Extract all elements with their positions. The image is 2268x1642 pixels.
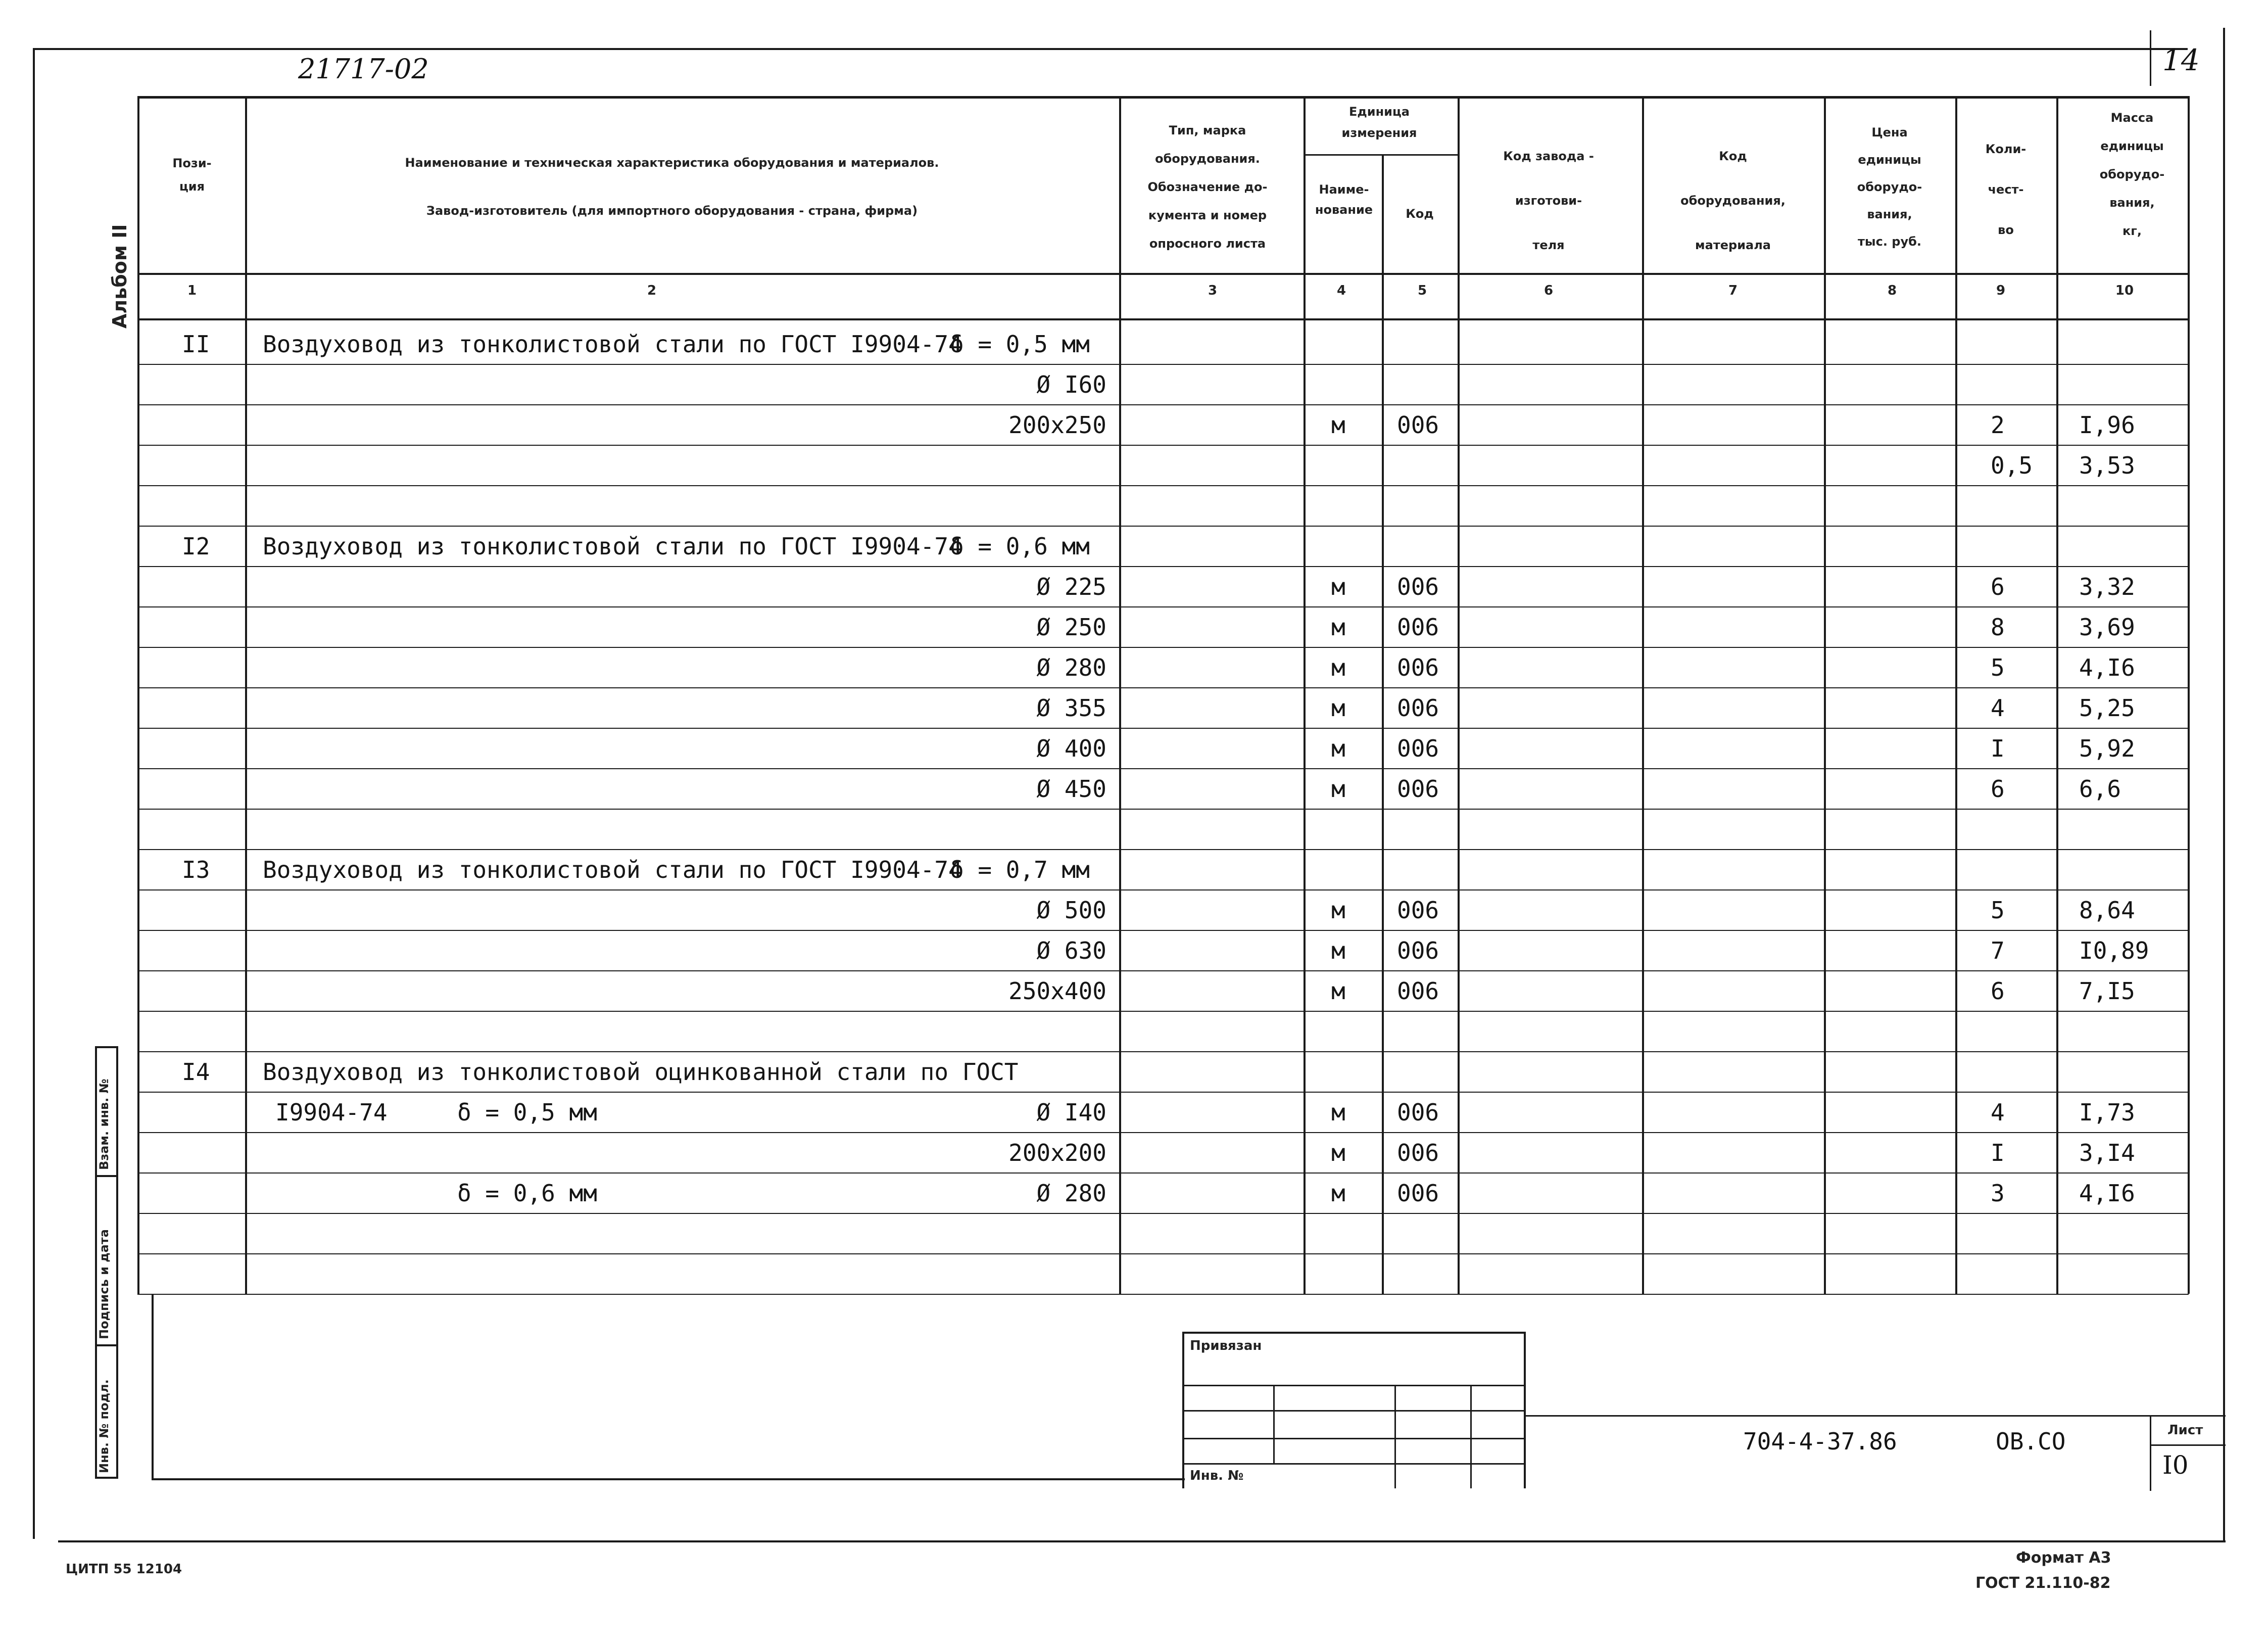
cell-mass: 6,6 [2079,775,2121,803]
header-unit-code: Код [1406,207,1434,221]
cell-spec: δ = 0,7 мм [950,856,1090,883]
cell-quantity: 6 [1991,977,2005,1005]
cell-unit: м [1331,614,1345,641]
header-price: Цена единицы оборудо- вания, тыс. руб. [1857,125,1922,249]
header-equipment-code: Код оборудования, материала [1680,149,1786,252]
row-border-20 [137,1132,2189,1133]
colnum-1: 1 [187,283,197,298]
cell-spec: δ = 0,5 мм [457,1099,597,1126]
colnum-2: 2 [647,283,657,298]
outer-frame-top [33,48,2188,50]
cell-unit-code: 006 [1397,735,1439,762]
row-border-4 [137,485,2189,486]
colnum-4: 4 [1336,283,1346,298]
cell-name: Воздуховод из тонколистовой оцинкованной стали по ГОСТ [263,1058,1019,1086]
colnum-3: 3 [1208,283,1218,298]
cell-unit-code: 006 [1397,1139,1439,1166]
cell-unit-code: 006 [1397,977,1439,1005]
cell-unit: м [1331,694,1345,722]
row-border-3 [137,445,2189,446]
cell-quantity: I [1991,735,2005,762]
side-strip-top [95,1046,118,1048]
colnum-5: 5 [1417,283,1427,298]
cell-position: I3 [182,856,210,883]
handwritten-id: 21717-02 [298,53,429,85]
row-border-23 [137,1253,2189,1254]
cell-unit: м [1331,1139,1345,1166]
page-number-top: 14 [2162,43,2200,77]
cell-quantity: 6 [1991,775,2005,803]
header-quantity: Коли- чест- во [1985,142,2026,237]
cell-unit: м [1331,573,1345,600]
header-unit-group: Единица измерения [1341,105,1417,140]
row-border-9 [137,687,2189,688]
row-border-19 [137,1092,2189,1093]
column-border-9 [2056,96,2058,1294]
row-border-8 [137,647,2189,648]
header-unit-name: Наиме- нование [1315,182,1373,217]
header-bottom-border [137,273,2189,275]
row-border-18 [137,1051,2189,1052]
cell-quantity: 3 [1991,1180,2005,1207]
sheet-box-left [2150,1415,2151,1491]
stamp-row-1 [1182,1385,1526,1386]
cell-quantity: 6 [1991,573,2005,600]
cell-size: Ø 355 [1036,694,1106,722]
row-border-6 [137,566,2189,567]
cell-mass: 4,I6 [2079,1180,2135,1207]
row-border-13 [137,849,2189,850]
row-border-11 [137,768,2189,769]
cell-size: Ø 225 [1036,573,1106,600]
column-border-10 [2188,96,2190,1294]
header-name: Наименование и техническая характеристика оборудования и материалов. Завод-изготовитель (для импортного оборудования - страна, фирма) [405,156,939,218]
cell-quantity: 5 [1991,654,2005,681]
stamp-col-2 [1394,1385,1396,1488]
row-border-12 [137,809,2189,810]
sheet-number: I0 [2162,1450,2189,1480]
colnum-6: 6 [1543,283,1554,298]
cell-unit-code: 006 [1397,897,1439,924]
cell-spec: δ = 0,6 мм [457,1180,597,1207]
gost-label: ГОСТ 21.110-82 [1975,1574,2111,1592]
column-border-0 [137,96,139,1294]
colnum-10: 10 [2115,283,2134,298]
cell-unit-code: 006 [1397,614,1439,641]
header-factory-code: Код завода - изготови- теля [1503,149,1594,252]
cell-size: Ø I60 [1036,371,1106,398]
row-border-7 [137,606,2189,607]
cell-unit-code: 006 [1397,775,1439,803]
cell-mass: 5,25 [2079,694,2135,722]
cell-size: Ø 250 [1036,614,1106,641]
cell-size: Ø 630 [1036,937,1106,964]
cell-size: 200x200 [1008,1139,1106,1166]
stamp-row-3 [1182,1438,1526,1439]
row-border-1 [137,364,2189,365]
row-border-14 [137,889,2189,890]
cell-unit-code: 006 [1397,411,1439,439]
cell-unit: м [1331,1099,1345,1126]
cell-size: Ø I40 [1036,1099,1106,1126]
row-border-24 [137,1294,2189,1295]
stamp-box-top [1182,1332,1526,1334]
cell-mass: I0,89 [2079,937,2149,964]
header-position: Пози- ция [172,156,212,194]
cell-size: Ø 450 [1036,775,1106,803]
title-block-top [1526,1415,2226,1417]
format-label: Формат А3 [2016,1549,2111,1567]
side-label-signature: Подпись и дата [97,1229,111,1339]
cell-size: Ø 280 [1036,1180,1106,1207]
cell-mass: 3,32 [2079,573,2135,600]
side-label-replacement: Взам. инв. № [97,1078,111,1170]
cell-unit-code: 006 [1397,1180,1439,1207]
cell-size: 200x250 [1008,411,1106,439]
colnum-bottom-border [137,318,2189,320]
column-border-5 [1458,96,1460,1294]
header-type: Тип, марка оборудования. Обозначение до- кумента и номер опросного листа [1147,123,1268,251]
cell-mass: 4,I6 [2079,654,2135,681]
row-border-17 [137,1011,2189,1012]
cell-quantity: 4 [1991,694,2005,722]
column-border-1 [245,96,247,1294]
cell-quantity: 7 [1991,937,2005,964]
cell-unit-code: 006 [1397,573,1439,600]
colnum-9: 9 [1996,283,2006,298]
unit-group-divider [1304,154,1458,156]
row-border-10 [137,728,2189,729]
sheet-box-div [2150,1444,2226,1446]
cell-unit: м [1331,654,1345,681]
cell-unit: м [1331,735,1345,762]
cell-quantity: I [1991,1139,2005,1166]
column-border-7 [1824,96,1826,1294]
cell-mass: 7,I5 [2079,977,2135,1005]
outer-frame-right [2223,28,2225,1541]
cell-size: Ø 400 [1036,735,1106,762]
stamp-row-4 [1182,1463,1526,1465]
side-strip-div1 [95,1175,118,1177]
cell-unit: м [1331,1180,1345,1207]
column-border-4 [1382,154,1384,1294]
row-border-2 [137,404,2189,405]
cell-unit-code: 006 [1397,937,1439,964]
cell-mass: 3,53 [2079,452,2135,479]
cell-mass: 8,64 [2079,897,2135,924]
cell-size: 250x400 [1008,977,1106,1005]
cell-unit: м [1331,411,1345,439]
cell-quantity: 4 [1991,1099,2005,1126]
cell-mass: I,96 [2079,411,2135,439]
cell-mass: 3,69 [2079,614,2135,641]
row-border-15 [137,930,2189,931]
cell-name: Воздуховод из тонколистовой стали по ГОСТ I9904-74 [263,533,962,560]
row-border-16 [137,970,2189,971]
album-label: Альбом II [109,224,131,329]
cell-name: Воздуховод из тонколистовой стали по ГОСТ I9904-74 [263,331,962,358]
cell-position: II [182,331,210,358]
outer-frame-left [33,48,35,1539]
cell-quantity: 2 [1991,411,2005,439]
cell-mass: 5,92 [2079,735,2135,762]
table-top-border [137,96,2189,99]
stamp-col-3 [1470,1385,1472,1488]
side-strip-bottom [95,1477,118,1479]
cell-quantity: 0,5 [1991,452,2033,479]
column-border-2 [1119,96,1121,1294]
cell-unit: м [1331,977,1345,1005]
doc-mark: ОВ.СО [1996,1428,2066,1455]
colnum-8: 8 [1887,283,1897,298]
colnum-7: 7 [1728,283,1738,298]
footer-left-code: ЦИТП 55 12104 [66,1562,182,1577]
column-border-3 [1304,96,1306,1294]
cell-position: I4 [182,1058,210,1086]
cell-mass: I,73 [2079,1099,2135,1126]
cell-unit: м [1331,937,1345,964]
cell-name: Воздуховод из тонколистовой стали по ГОСТ I9904-74 [263,856,962,883]
stamp-col-1 [1273,1385,1275,1463]
lower-area-bottom [152,1478,1185,1480]
cell-quantity: 8 [1991,614,2005,641]
cell-unit: м [1331,897,1345,924]
doc-number: 704-4-37.86 [1743,1428,1897,1455]
stamp-row-2 [1182,1410,1526,1412]
stamp-attached-label: Привязан [1190,1338,1262,1353]
cell-spec: δ = 0,6 мм [950,533,1090,560]
lower-area-left [152,1294,154,1478]
header-mass: Масса единицы оборудо- вания, кг, [2099,111,2165,238]
cell-size: Ø 280 [1036,654,1106,681]
cell-name: I9904-74 [275,1099,388,1126]
cell-quantity: 5 [1991,897,2005,924]
cell-unit-code: 006 [1397,654,1439,681]
cell-spec: δ = 0,5 мм [950,331,1090,358]
page-number-box-left [2150,30,2151,86]
side-label-inventory: Инв. № подл. [97,1379,111,1473]
cell-size: Ø 500 [1036,897,1106,924]
stamp-inv-label: Инв. № [1190,1468,1244,1483]
cell-unit: м [1331,775,1345,803]
row-border-5 [137,526,2189,527]
cell-mass: 3,I4 [2079,1139,2135,1166]
outer-frame-bottom [58,1540,2226,1542]
cell-unit-code: 006 [1397,694,1439,722]
side-strip-div2 [95,1344,118,1346]
row-border-21 [137,1172,2189,1174]
row-border-22 [137,1213,2189,1214]
cell-unit-code: 006 [1397,1099,1439,1126]
side-strip-right [116,1046,118,1478]
sheet-label: Лист [2167,1423,2203,1438]
column-border-6 [1642,96,1644,1294]
cell-position: I2 [182,533,210,560]
column-border-8 [1955,96,1957,1294]
